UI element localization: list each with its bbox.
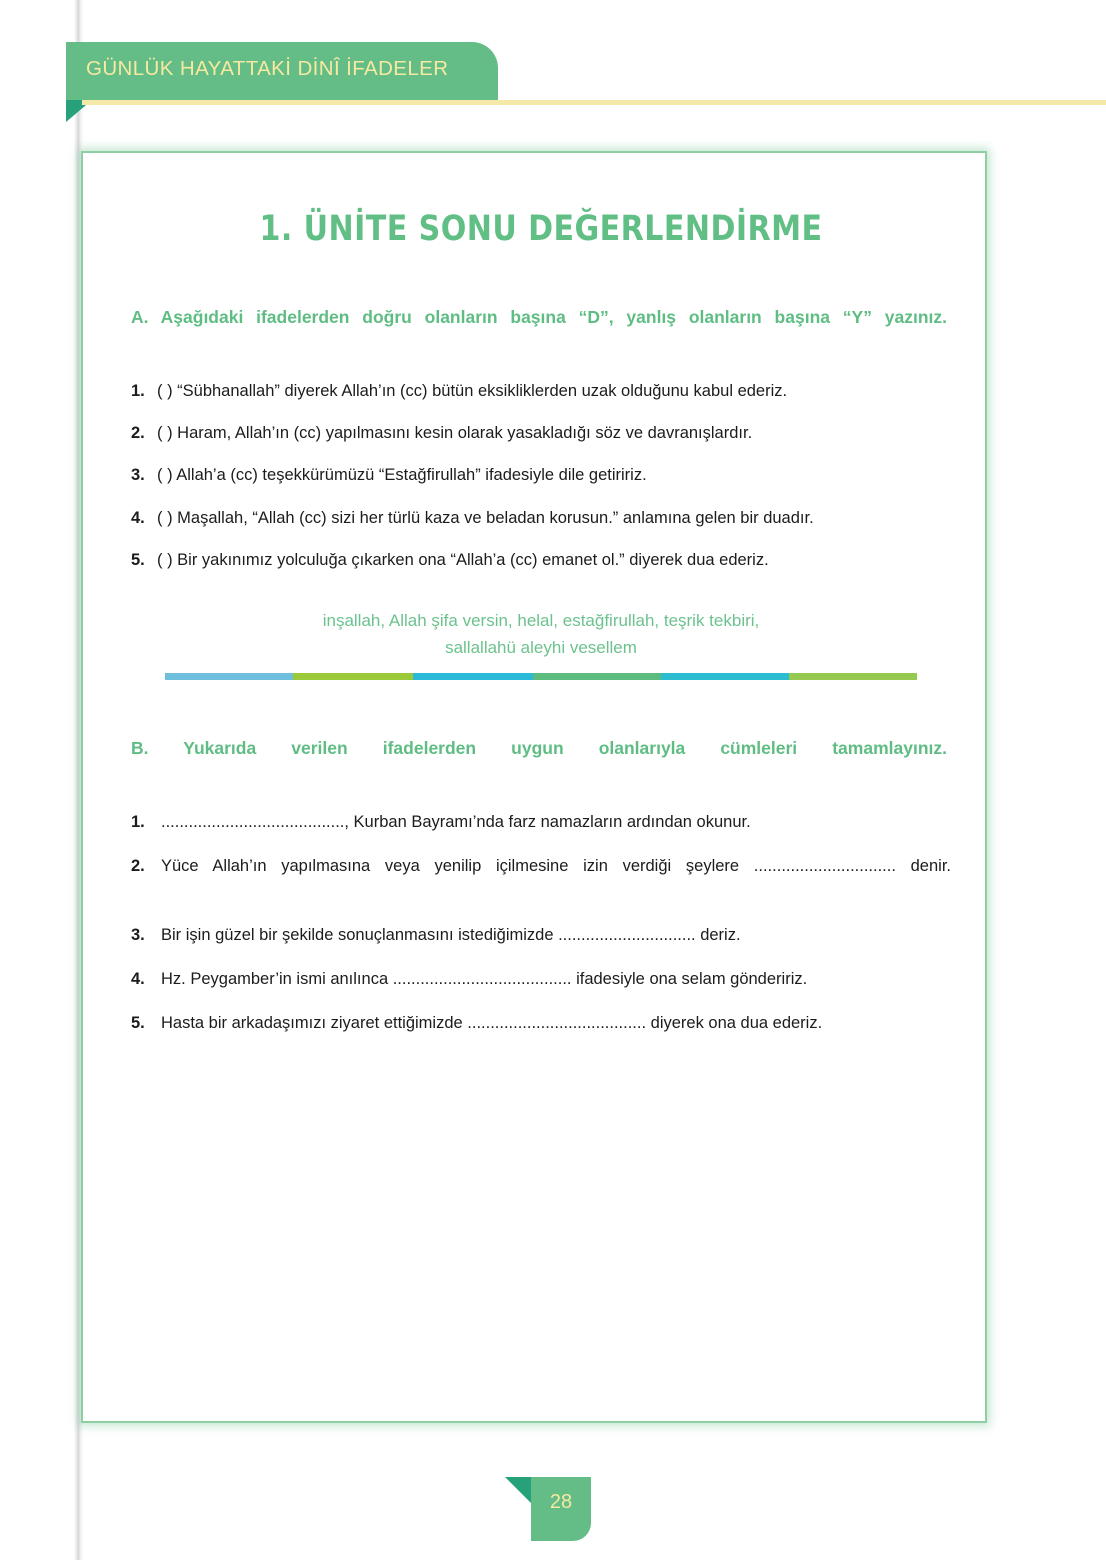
list-item — [131, 810, 951, 835]
list-item-text: ( ) Maşallah, “Allah (cc) sizi her türlü kaza ve beladan korusun.” anlamına gelen bir duadır. — [157, 508, 814, 527]
divider-segment-1 — [165, 673, 293, 680]
list-item-text: Yüce Allah’ın yapılmasına veya yenilip içilmesine izin verdiği şeylere ............................... denir. — [161, 857, 951, 876]
list-item-number: 2. — [131, 424, 145, 443]
content-frame — [81, 151, 987, 1423]
list-item-number: 5. — [131, 1014, 145, 1033]
color-divider — [165, 673, 917, 680]
list-item-number: 2. — [131, 857, 145, 876]
list-item-text: Hasta bir arkadaşımızı ziyaret ettiğimizde ....................................... diyerek ona dua ederiz. — [161, 1014, 823, 1033]
section-b-heading: B. Yukarıda verilen ifadelerden uygun olanlarıyla cümleleri tamamlayınız. — [131, 737, 947, 758]
list-item-number: 4. — [131, 508, 145, 527]
unit-banner-label: GÜNLÜK HAYATTAKİ DİNÎ İFADELER — [86, 57, 449, 80]
list-item-number: 3. — [131, 466, 145, 485]
list-item — [131, 1011, 951, 1036]
list-item-number: 5. — [131, 550, 145, 569]
list-item-number: 1. — [131, 382, 145, 401]
list-item-number: 3. — [131, 926, 145, 945]
list-item-text: ( ) Allah’a (cc) teşekkürümüzü “Estağfirullah” ifadesiyle dile getiririz. — [157, 466, 647, 485]
list-item — [131, 421, 951, 446]
divider-segment-6 — [789, 673, 917, 680]
list-item — [131, 379, 951, 404]
word-bank — [131, 607, 951, 662]
list-item — [131, 923, 951, 948]
page-title: 1. ÜNİTE SONU DEĞERLENDİRME — [259, 209, 823, 249]
list-item — [131, 548, 951, 573]
divider-segment-2 — [293, 673, 413, 680]
page-number: 28 — [549, 1491, 573, 1513]
list-item-number: 1. — [131, 813, 145, 832]
list-item-text: Hz. Peygamber’in ismi anılınca ....................................... ifadesiyle ona selam göndeririz. — [161, 970, 808, 989]
list-item — [131, 463, 951, 488]
section-a-list — [131, 379, 951, 572]
header-rule — [82, 100, 1106, 105]
word-bank-line-2: sallallahü aleyhi vesellem — [445, 638, 637, 658]
section-b-list — [131, 810, 951, 1036]
list-item-number: 4. — [131, 970, 145, 989]
list-item — [131, 506, 951, 531]
divider-segment-3 — [413, 673, 533, 680]
list-item-text: ( ) Haram, Allah’ın (cc) yapılmasını kesin olarak yasakladığı söz ve davranışlardır. — [157, 424, 753, 443]
list-item-text: ( ) “Sübhanallah” diyerek Allah’ın (cc) bütün eksikliklerden uzak olduğunu kabul ederiz. — [157, 382, 788, 401]
section-b — [131, 736, 951, 1037]
word-bank-line-1: inşallah, Allah şifa versin, helal, estağfirullah, teşrik tekbiri, — [322, 610, 760, 630]
divider-segment-5 — [661, 673, 789, 680]
divider-segment-4 — [533, 673, 661, 680]
list-item — [131, 854, 951, 904]
section-a — [131, 305, 951, 573]
list-item-text: ........................................, Kurban Bayramı’nda farz namazların ardından okunur. — [161, 813, 751, 832]
section-a-heading: A. Aşağıdaki ifadelerden doğru olanların başına “D”, yanlış olanların başına “Y” yazınız. — [131, 307, 947, 327]
list-item-text: ( ) Bir yakınımız yolculuğa çıkarken ona “Allah’a (cc) emanet ol.” diyerek dua ederiz. — [157, 550, 769, 569]
page-tab-fold-icon — [505, 1477, 531, 1503]
content-inner — [131, 183, 951, 1055]
list-item-text: Bir işin güzel bir şekilde sonuçlanmasını istediğimizde .............................. deriz. — [161, 926, 741, 945]
list-item — [131, 967, 951, 992]
